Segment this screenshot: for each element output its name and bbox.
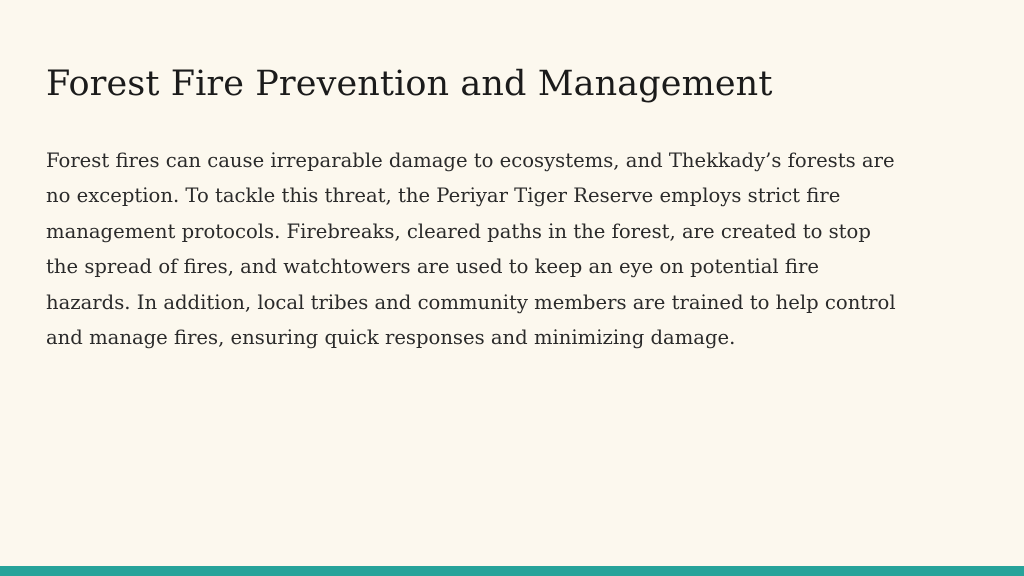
paragraph-line-6: and manage fires, ensuring quick responses and minimizing damage. <box>46 326 736 350</box>
paragraph-line-3: management protocols. Firebreaks, cleared paths in the forest, are created to stop <box>46 219 871 243</box>
paragraph-line-4: the spread of fires, and watchtowers are used to keep an eye on potential fire <box>46 255 819 279</box>
paragraph-line-2: no exception. To tackle this threat, the Periyar Tiger Reserve employs strict fire <box>46 184 841 208</box>
paragraph-line-1: Forest fires can cause irreparable damage to ecosystems, and Thekkady’s forests are <box>46 149 895 172</box>
paragraph-line-5: hazards. In addition, local tribes and community members are trained to help control <box>46 290 896 314</box>
accent-bottom-bar <box>0 566 1024 576</box>
slide-title: Forest Fire Prevention and Management <box>46 64 773 104</box>
body-paragraph <box>46 143 996 355</box>
